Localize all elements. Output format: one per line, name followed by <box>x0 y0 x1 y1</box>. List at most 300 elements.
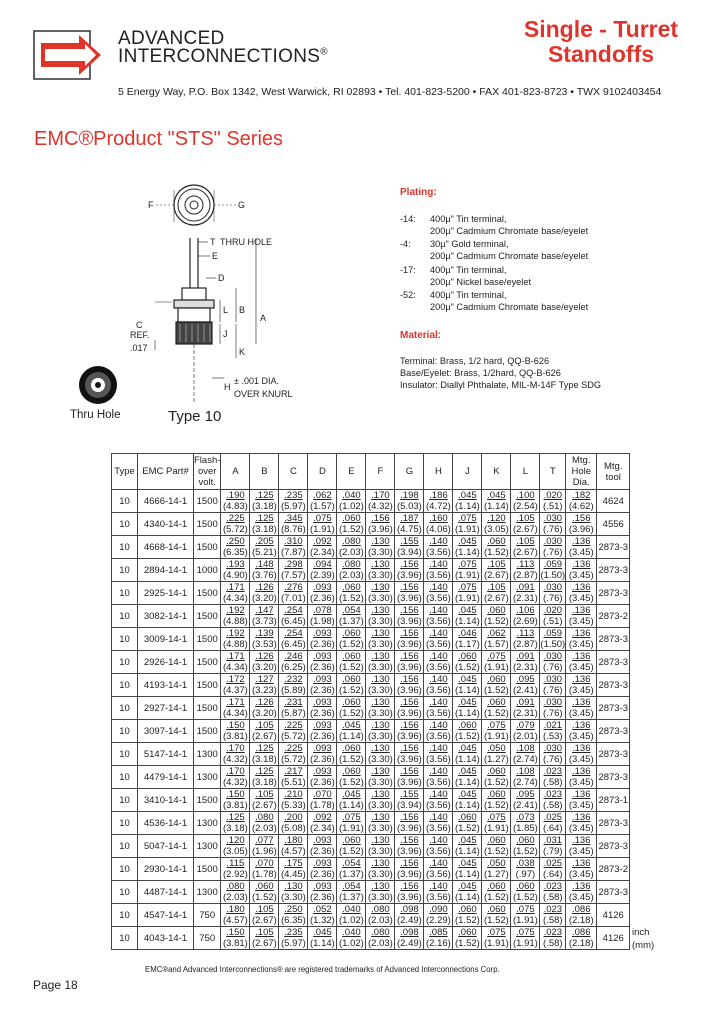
cell-dimension <box>337 858 366 881</box>
dimension-mm: (.76) <box>543 593 563 604</box>
dimension-mm: (2.36) <box>309 754 335 765</box>
dimension-mm: (4.32) <box>367 501 393 512</box>
dimension-mm: (3.96) <box>396 869 422 880</box>
dimension-inch: .130 <box>371 605 390 616</box>
cell-dimension <box>366 513 395 536</box>
dimension-mm: (1.91) <box>309 524 335 535</box>
product-title-line-1: Single - Turret <box>523 16 679 42</box>
dimension-inch: .250 <box>284 904 303 915</box>
cell-part-number: 2926-14-1 <box>138 651 194 674</box>
dimension-mm: (1.91) <box>483 938 509 949</box>
cell-dimension <box>279 835 308 858</box>
cell-dimension <box>540 881 566 904</box>
dimension-mm: (3.45) <box>568 708 594 719</box>
dimension-mm: (4.88) <box>222 616 248 627</box>
cell-dimension <box>366 674 395 697</box>
dimension-inch: .094 <box>313 559 332 570</box>
dimension-inch: .156 <box>400 674 419 685</box>
col-header: Type <box>112 454 138 490</box>
cell-dimension <box>453 927 482 950</box>
col-header: Mtg. Hole Dia. <box>566 454 597 490</box>
dimension-inch: .217 <box>284 766 303 777</box>
cell-flashover-volt: 1300 <box>194 766 221 789</box>
dimension-inch: .136 <box>571 582 591 593</box>
cell-dimension <box>395 536 424 559</box>
cell-dimension <box>337 904 366 927</box>
dimension-mm: (3.76) <box>251 570 277 581</box>
cell-dimension <box>221 881 250 904</box>
dimension-inch: .093 <box>313 697 332 708</box>
dimension-inch: .140 <box>429 720 448 731</box>
cell-dimension <box>395 789 424 812</box>
dimension-mm: (.58) <box>543 800 563 811</box>
cell-dimension <box>250 789 279 812</box>
dimension-inch: .186 <box>429 490 448 501</box>
cell-dimension <box>453 697 482 720</box>
cell-dimension <box>337 697 366 720</box>
dimension-inch: .060 <box>487 674 506 685</box>
material-list <box>400 355 710 391</box>
dimension-inch: .136 <box>571 835 591 846</box>
dimension-mm: (3.05) <box>483 524 509 535</box>
label-ref: REF. <box>130 330 150 340</box>
cell-dimension <box>221 812 250 835</box>
table-row <box>112 651 630 674</box>
cell-mounting-tool: 2873-3 <box>597 743 630 766</box>
dimension-inch: .060 <box>458 720 477 731</box>
cell-type: 10 <box>112 490 138 513</box>
dimension-inch: .170 <box>226 743 245 754</box>
dimension-inch: .140 <box>429 697 448 708</box>
cell-dimension <box>566 927 597 950</box>
cell-dimension <box>395 674 424 697</box>
cell-flashover-volt: 1500 <box>194 651 221 674</box>
dimension-mm: (5.72) <box>280 731 306 742</box>
dimension-mm: (2.18) <box>568 938 594 949</box>
dimension-inch: .060 <box>342 766 361 777</box>
cell-dimension <box>424 513 453 536</box>
dimension-mm: (1.52) <box>483 777 509 788</box>
cell-type: 10 <box>112 582 138 605</box>
thru-hole-caption: Thru Hole <box>70 409 121 421</box>
dimension-mm: (4.57) <box>222 915 248 926</box>
dimension-inch: .136 <box>571 674 591 685</box>
cell-dimension <box>221 651 250 674</box>
dimension-inch: .225 <box>284 720 303 731</box>
cell-dimension <box>221 766 250 789</box>
cell-dimension <box>337 789 366 812</box>
cell-dimension <box>308 559 337 582</box>
dimension-mm: (3.96) <box>396 639 422 650</box>
cell-dimension <box>566 766 597 789</box>
cell-dimension <box>279 743 308 766</box>
cell-dimension <box>453 835 482 858</box>
dimension-inch: .140 <box>429 605 448 616</box>
dimension-mm: (7.01) <box>280 593 306 604</box>
cell-dimension <box>221 904 250 927</box>
cell-dimension <box>221 858 250 881</box>
side-view <box>174 238 214 403</box>
cell-dimension <box>566 513 597 536</box>
dimension-inch: .080 <box>255 812 274 823</box>
cell-dimension <box>424 927 453 950</box>
table-row <box>112 858 630 881</box>
cell-dimension <box>453 605 482 628</box>
cell-flashover-volt: 1500 <box>194 789 221 812</box>
label-b: B <box>239 305 246 315</box>
cell-flashover-volt: 1500 <box>194 720 221 743</box>
dimension-inch: .200 <box>284 812 303 823</box>
cell-part-number: 5147-14-1 <box>138 743 194 766</box>
dimension-mm: (4.45) <box>280 869 306 880</box>
cell-dimension <box>308 582 337 605</box>
dimension-mm: (2.41) <box>512 685 538 696</box>
cell-dimension <box>366 835 395 858</box>
dimension-mm: (.64) <box>543 823 563 834</box>
dimension-mm: (1.91) <box>454 593 480 604</box>
cell-part-number: 3410-14-1 <box>138 789 194 812</box>
type-caption: Type 10 <box>168 408 222 425</box>
dimension-mm: (1.98) <box>309 616 335 627</box>
cell-dimension <box>482 858 511 881</box>
cell-flashover-volt: 1500 <box>194 605 221 628</box>
cell-part-number: 4487-14-1 <box>138 881 194 904</box>
cell-dimension <box>250 582 279 605</box>
cell-dimension <box>511 513 540 536</box>
dimension-inch: .060 <box>458 927 477 938</box>
dimension-mm: (2.39) <box>309 570 335 581</box>
cell-dimension <box>424 651 453 674</box>
registered-mark: ® <box>320 46 328 58</box>
dimension-inch: .079 <box>516 720 535 731</box>
cell-dimension <box>566 559 597 582</box>
plating-line-2: 200µ" Cadmium Chromate base/eyelet <box>430 226 589 236</box>
cell-dimension <box>511 490 540 513</box>
cell-dimension <box>453 720 482 743</box>
dimension-inch: .046 <box>458 628 477 639</box>
dimension-inch: .091 <box>516 697 535 708</box>
dimension-mm: (3.56) <box>425 570 451 581</box>
dimension-mm: (2.34) <box>309 823 335 834</box>
dimension-mm: (3.81) <box>222 800 248 811</box>
dimension-mm: (1.14) <box>454 892 480 903</box>
col-header: K <box>482 454 511 490</box>
dimension-inch: .080 <box>342 559 361 570</box>
cell-mounting-tool: 2873-3 <box>597 651 630 674</box>
cell-part-number: 2930-14-1 <box>138 858 194 881</box>
dimension-inch: .045 <box>458 536 477 547</box>
brand-line-2 <box>118 46 328 68</box>
cell-dimension <box>482 536 511 559</box>
material-terminal: Terminal: Brass, 1/2 hard, QQ-B-626 <box>400 356 550 366</box>
cell-part-number: 2927-14-1 <box>138 697 194 720</box>
dimension-inch: .250 <box>226 536 245 547</box>
table-row <box>112 674 630 697</box>
cell-dimension <box>308 720 337 743</box>
cell-part-number: 4340-14-1 <box>138 513 194 536</box>
cell-dimension <box>540 651 566 674</box>
dimension-mm: (.76) <box>543 524 563 535</box>
dimension-mm: (1.91) <box>483 731 509 742</box>
dimension-inch: .180 <box>226 904 245 915</box>
label-tolerance: ± .001 DIA. <box>234 376 279 386</box>
dimension-inch: .093 <box>313 766 332 777</box>
dimension-inch: .045 <box>458 743 477 754</box>
dimension-inch: .106 <box>516 605 535 616</box>
dimension-mm: (3.18) <box>251 501 277 512</box>
dimension-mm: (2.16) <box>425 938 451 949</box>
dimension-inch: .156 <box>400 812 419 823</box>
cell-dimension <box>566 674 597 697</box>
cell-dimension <box>566 812 597 835</box>
dimension-mm: (1.27) <box>483 754 509 765</box>
dimension-inch: .045 <box>458 674 477 685</box>
dimension-mm: (3.45) <box>568 754 594 765</box>
dimension-mm: (2.03) <box>338 570 364 581</box>
dimension-inch: .126 <box>255 582 274 593</box>
dimension-inch: .075 <box>487 812 506 823</box>
dimension-mm: (1.57) <box>483 639 509 650</box>
dimension-mm: (3.96) <box>396 777 422 788</box>
dimension-inch: .130 <box>371 582 390 593</box>
cell-dimension <box>453 628 482 651</box>
dimension-mm: (1.91) <box>512 938 538 949</box>
cell-dimension <box>221 559 250 582</box>
cell-dimension <box>366 927 395 950</box>
cell-dimension <box>395 582 424 605</box>
material-heading: Material: <box>400 330 442 341</box>
dimension-inch: .060 <box>487 766 506 777</box>
dimension-inch: .060 <box>458 651 477 662</box>
dimension-inch: .231 <box>284 697 303 708</box>
cell-dimension <box>453 513 482 536</box>
dimension-inch: .156 <box>400 628 419 639</box>
dimension-mm: (3.56) <box>425 662 451 673</box>
cell-dimension <box>308 513 337 536</box>
dimension-mm: (7.57) <box>280 570 306 581</box>
cell-dimension <box>482 766 511 789</box>
dimension-inch: .075 <box>458 513 477 524</box>
cell-dimension <box>250 559 279 582</box>
dimension-inch: .113 <box>516 559 535 570</box>
cell-dimension <box>250 927 279 950</box>
cell-type: 10 <box>112 904 138 927</box>
cell-flashover-volt: 1500 <box>194 490 221 513</box>
dimension-mm: (2.92) <box>222 869 248 880</box>
material-insulator: Insulator: Diallyl Phthalate, MIL-M-14F Type SDG <box>400 380 602 390</box>
cell-dimension <box>566 651 597 674</box>
dimension-mm: (2.36) <box>309 662 335 673</box>
cell-dimension <box>424 605 453 628</box>
dimension-mm: (4.83) <box>222 501 248 512</box>
cell-dimension <box>308 651 337 674</box>
dimension-mm: (3.18) <box>251 754 277 765</box>
cell-dimension <box>453 536 482 559</box>
dimension-inch: .030 <box>543 582 563 593</box>
plating-code: -52: <box>400 290 416 300</box>
dimension-inch: .030 <box>543 536 563 547</box>
dimension-inch: .140 <box>429 835 448 846</box>
cell-dimension <box>566 881 597 904</box>
dimension-mm: (4.06) <box>425 524 451 535</box>
table-row <box>112 835 630 858</box>
col-header: H <box>424 454 453 490</box>
plating-line-1: 30µ" Gold terminal, <box>430 239 509 249</box>
cell-mounting-tool: 2873-1 <box>597 789 630 812</box>
dimension-inch: .126 <box>255 697 274 708</box>
dimension-mm: (3.96) <box>396 593 422 604</box>
dimension-inch: .077 <box>255 835 274 846</box>
dimension-inch: .136 <box>571 559 591 570</box>
dimension-mm: (2.87) <box>512 639 538 650</box>
cell-dimension <box>221 927 250 950</box>
cell-dimension <box>424 766 453 789</box>
cell-dimension <box>337 490 366 513</box>
dimension-mm: (1.52) <box>483 915 509 926</box>
cell-dimension <box>566 536 597 559</box>
cell-dimension <box>453 766 482 789</box>
dimension-mm: (2.49) <box>396 915 422 926</box>
cell-dimension <box>511 835 540 858</box>
cell-flashover-volt: 1300 <box>194 835 221 858</box>
dimension-inch: .225 <box>284 743 303 754</box>
dimension-mm: (4.57) <box>280 846 306 857</box>
dimension-inch: .105 <box>487 559 506 570</box>
dimension-mm: (3.20) <box>251 708 277 719</box>
table-row <box>112 904 630 927</box>
cell-dimension <box>453 674 482 697</box>
dimension-mm: (1.52) <box>338 639 364 650</box>
dimension-inch: .140 <box>429 651 448 662</box>
cell-flashover-volt: 1300 <box>194 743 221 766</box>
dimension-inch: .045 <box>458 490 477 501</box>
dimension-inch: .060 <box>342 582 361 593</box>
cell-dimension <box>308 490 337 513</box>
dimension-inch: .075 <box>342 812 361 823</box>
table-row <box>112 582 630 605</box>
dimension-inch: .023 <box>543 789 563 800</box>
label-t: T <box>210 237 216 247</box>
cell-dimension <box>511 789 540 812</box>
cell-dimension <box>250 651 279 674</box>
dimension-mm: (3.56) <box>425 823 451 834</box>
dimension-inch: .093 <box>313 720 332 731</box>
dimension-mm: (2.36) <box>309 731 335 742</box>
dimension-mm: (1.52) <box>338 846 364 857</box>
dimension-mm: (3.30) <box>367 869 393 880</box>
col-header: G <box>395 454 424 490</box>
dimension-table <box>111 453 630 950</box>
dimension-inch: .095 <box>516 674 535 685</box>
dimension-inch: .150 <box>226 789 245 800</box>
dimension-mm: (3.05) <box>222 846 248 857</box>
cell-dimension <box>337 743 366 766</box>
cell-dimension <box>424 881 453 904</box>
dimension-inch: .098 <box>400 904 419 915</box>
dimension-inch: .170 <box>371 490 390 501</box>
dimension-inch: .075 <box>458 559 477 570</box>
cell-dimension <box>540 490 566 513</box>
dimension-mm: (5.89) <box>280 685 306 696</box>
dimension-mm: (2.34) <box>309 547 335 558</box>
cell-dimension <box>221 628 250 651</box>
cell-dimension <box>395 812 424 835</box>
dimension-inch: .023 <box>543 881 563 892</box>
dimension-inch: .130 <box>371 674 390 685</box>
dimension-inch: .130 <box>371 858 390 869</box>
cell-dimension <box>308 835 337 858</box>
dimension-mm: (.51) <box>543 501 563 512</box>
plating-option-4 <box>400 238 710 262</box>
dimension-mm: (.76) <box>543 685 563 696</box>
dimension-mm: (1.32) <box>309 915 335 926</box>
dimension-inch: .156 <box>400 835 419 846</box>
dimension-mm: (1.57) <box>309 501 335 512</box>
dimension-mm: (2.36) <box>309 869 335 880</box>
dimension-inch: .140 <box>429 766 448 777</box>
cell-type: 10 <box>112 628 138 651</box>
col-header: EMC Part# <box>138 454 194 490</box>
dimension-inch: .062 <box>487 628 506 639</box>
cell-dimension <box>511 582 540 605</box>
dimension-inch: .060 <box>342 743 361 754</box>
dimension-mm: (1.52) <box>338 593 364 604</box>
dimension-inch: .045 <box>458 789 477 800</box>
dimension-inch: .093 <box>313 628 332 639</box>
cell-dimension <box>308 904 337 927</box>
dimension-mm: (5.03) <box>396 501 422 512</box>
cell-dimension <box>366 881 395 904</box>
dimension-inch: .156 <box>400 743 419 754</box>
dimension-inch: .147 <box>255 605 274 616</box>
dimension-inch: .310 <box>284 536 303 547</box>
dimension-inch: .040 <box>342 927 361 938</box>
dimension-inch: .190 <box>226 490 245 501</box>
dimension-mm: (2.36) <box>309 708 335 719</box>
dimension-inch: .023 <box>543 927 563 938</box>
dimension-inch: .045 <box>342 720 361 731</box>
dimension-mm: (3.96) <box>396 823 422 834</box>
dimension-inch: .160 <box>429 513 448 524</box>
cell-mounting-tool: 2873-3 <box>597 720 630 743</box>
dimension-mm: (2.54) <box>512 501 538 512</box>
cell-mounting-tool: 2873-3 <box>597 881 630 904</box>
col-header: A <box>221 454 250 490</box>
dimension-inch: .030 <box>543 651 563 662</box>
dimension-inch: .060 <box>487 697 506 708</box>
dimension-mm: (3.96) <box>396 708 422 719</box>
dimension-mm: (3.96) <box>367 524 393 535</box>
cell-dimension <box>308 766 337 789</box>
plating-line-1: 400µ" Tin terminal, <box>430 265 507 275</box>
dimension-mm: (5.87) <box>280 708 306 719</box>
cell-dimension <box>424 904 453 927</box>
cell-type: 10 <box>112 858 138 881</box>
dimension-mm: (1.14) <box>338 800 364 811</box>
cell-dimension <box>482 582 511 605</box>
col-header: Mtg. tool <box>597 454 630 490</box>
dimension-mm: (1.91) <box>454 524 480 535</box>
dimension-mm: (2.03) <box>338 547 364 558</box>
dimension-inch: .060 <box>255 881 274 892</box>
cell-dimension <box>566 789 597 812</box>
dimension-mm: (4.37) <box>222 685 248 696</box>
cell-dimension <box>279 881 308 904</box>
dimension-mm: (2.36) <box>309 639 335 650</box>
dimension-mm: (4.72) <box>425 501 451 512</box>
cell-dimension <box>221 835 250 858</box>
cell-dimension <box>540 628 566 651</box>
